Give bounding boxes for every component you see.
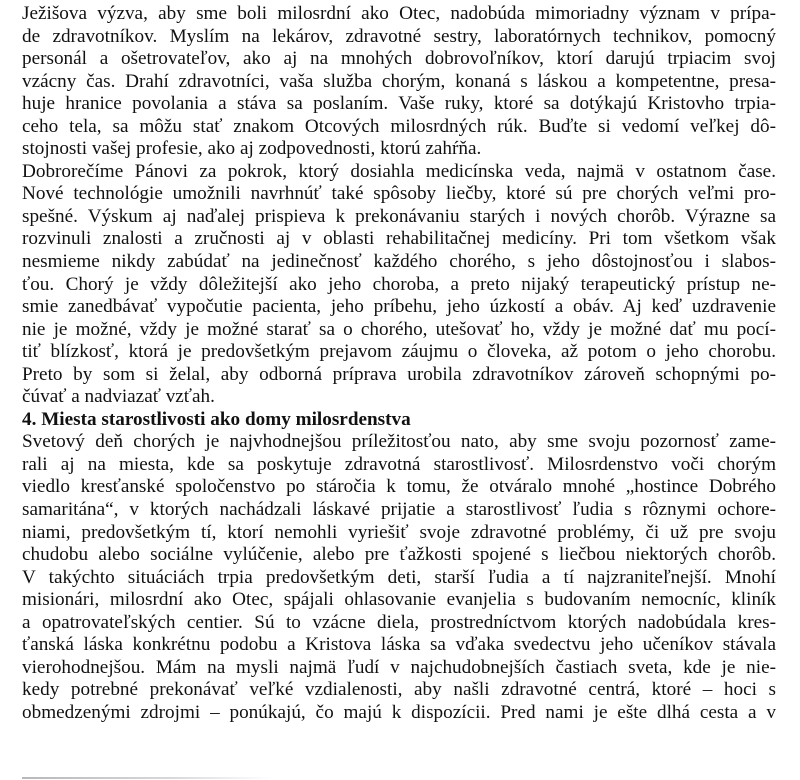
text-line: Ježišova výzva, aby sme boli milosrdní ako Otec, nadobúda mimoriadny význam v prípa- <box>22 3 776 24</box>
text-line: Nové technológie umožnili navrhnúť také spôsoby liečby, ktoré sú pre chorých veľmi pro- <box>22 183 776 205</box>
text-line: Preto by som si želal, aby odborná príprava urobila zdravotníkov zároveň schopnými po- <box>22 363 776 385</box>
text-line: misionári, milosrdní ako Otec, spájali ohlasovanie evanjelia s budovaním nemocníc, kliník <box>22 589 776 611</box>
text-line: nesmieme nikdy zabúdať na jedinečnosť každého chorého, s jeho dôstojnosťou i slabos- <box>22 251 776 273</box>
text-line: obmedzenými zdrojmi – ponúkajú, čo majú k dispozícii. Pred nami je ešte dlhá cesta a v <box>22 701 776 723</box>
text-line: spešné. Výskum aj naďalej prispieva k prekonávaniu starých i nových chorôb. Výrazne sa <box>22 205 776 227</box>
text-line: V takýchto situáciách trpia predovšetkým deti, starší ľudia a tí najzraniteľnejší. Mnohí <box>22 566 776 588</box>
scan-edge-line <box>22 777 272 779</box>
text-line: rali aj na miesta, kde sa poskytuje zdravotná starostlivosť. Milosrdenstvo voči chorým <box>22 453 776 475</box>
text-line: ťanská láska konkrétnu podobu a Kristova láska sa vďaka svedectvu jeho učeníkov stávala <box>22 634 776 656</box>
text-line: chudobu alebo sociálne vylúčenie, alebo pre ťažkosti spojené s liečbou niektorých chorôb. <box>22 544 776 566</box>
text-line: vzácny čas. Drahí zdravotníci, vaša služba chorým, konaná s láskou a kompetentne, presa- <box>22 70 776 92</box>
section-heading <box>22 409 776 432</box>
paragraph-healthcare-workers <box>22 3 776 161</box>
text-line: Dobrorečíme Pánovi za pokrok, ktorý dosiahla medicínska veda, najmä v ostatnom čase. <box>22 160 776 182</box>
text-line: niami, predovšetkým tí, ktorí nemohli vyriešiť svoje zdravotné problémy, či už pre svoju <box>22 521 776 543</box>
text-line: čúvať a nadviazať vzťah. <box>22 386 215 408</box>
text-line: ceho tela, sa môžu stať znakom Otcových milosrdných rúk. Buďte si vedomí veľkej dô- <box>22 115 776 137</box>
text-line: Svetový deň chorých je najvhodnejšou príležitosťou nato, aby sme svoju pozornosť zame- <box>22 431 776 453</box>
text-line: tiť blízkosť, ktorá je predovšetkým prejavom záujmu o človeka, až potom o jeho chorobu. <box>22 341 776 363</box>
text-line: smie zanedbávať vypočutie pacienta, jeho príbehu, jeho úzkostí a obáv. Aj keď uzdravenie <box>22 296 776 318</box>
text-line: stojnosti vašej profesie, ako aj zodpovednosti, ktorú zahŕňa. <box>22 138 482 160</box>
document-page <box>22 3 776 725</box>
text-line: samaritána“, v ktorých nachádzali láskavé prijatie a starostlivosť ľudia s rôznymi ochore- <box>22 499 776 521</box>
text-line: nie je možné, vždy je možné starať sa o chorého, utešovať ho, vždy je možné dať mu pocí- <box>22 318 776 340</box>
text-line: ťou. Chorý je vždy dôležitejší ako jeho choroba, a preto nijaký terapeutický prístup ne- <box>22 273 776 295</box>
text-line: viedlo kresťanské spoločenstvo po stáročia k tomu, že otváralo mnohé „hostince Dobrého <box>22 476 776 498</box>
paragraph-places-of-care <box>22 431 776 724</box>
text-line: a opatrovateľských centier. Sú to vzácne diela, prostredníctvom ktorých nadobúdala kres- <box>22 611 776 633</box>
text-line: rozvinuli znalosti a zručnosti aj v oblasti rehabilitačnej medicíny. Pri tom všetkom však <box>22 228 776 250</box>
text-line: personál a ošetrovateľov, ako aj na mnohých dobrovoľníkov, ktorí darujú trpiacim svoj <box>22 48 776 70</box>
text-line: vierohodnejšou. Mám na mysli najmä ľudí v najchudobnejších častiach sveta, kde je nie- <box>22 656 776 678</box>
text-line: de zdravotníkov. Myslím na lekárov, zdravotné sestry, laboratórnych technikov, pomocný <box>22 25 776 47</box>
text-line: kedy potrebné prekonávať veľké vzdialenosti, aby našli zdravotné centrá, ktoré – hoci s <box>22 679 776 701</box>
heading-line: 4. Miesta starostlivosti ako domy milosrdenstva <box>22 408 411 430</box>
text-line: huje hranice povolania a stáva sa poslaním. Vaše ruky, ktoré sa dotýkajú Kristovho trpia- <box>22 93 776 115</box>
paragraph-medical-progress <box>22 161 776 409</box>
